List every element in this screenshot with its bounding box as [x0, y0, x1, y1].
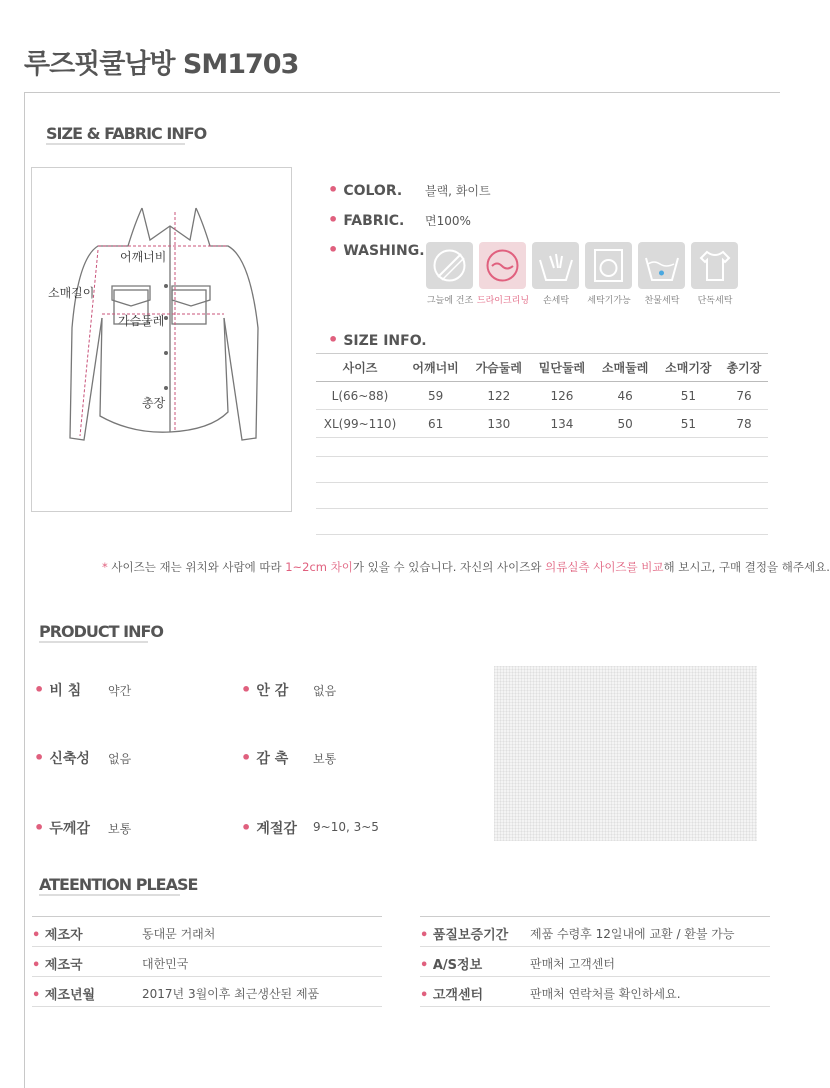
attention-label-text: 품질보증기간 [432, 928, 509, 943]
note-text-3: 해 보시고, 구매 결정을 해주세요. [663, 560, 830, 574]
attention-label: • 제조자 [32, 928, 83, 943]
color-row: • COLOR. [328, 180, 403, 199]
table-cell: 51 [657, 382, 720, 410]
product-attr: • 두께감 [34, 818, 90, 837]
attention-label: • A/S정보 [420, 958, 483, 973]
attention-label-text: 제조국 [44, 958, 83, 973]
page-title: 루즈핏쿨남방 SM1703 [24, 49, 299, 80]
attention-label-text: A/S정보 [432, 958, 483, 973]
fabric-texture-image [494, 666, 757, 841]
attention-value: 2017년 3월이후 최근생산된 제품 [142, 987, 320, 1001]
product-attr-label: 감 촉 [256, 751, 289, 767]
product-attr-value: 보통 [108, 822, 132, 836]
product-attr-value: 9~10, 3~5 [313, 820, 379, 834]
table-cell: 122 [467, 382, 530, 410]
table-cell: 76 [720, 382, 768, 410]
fabric-label: FABRIC. [343, 213, 405, 229]
wash-label-4: 세탁기가능 [587, 296, 631, 306]
size-info-label: SIZE INFO. [343, 333, 427, 349]
table-cell: XL(99~110) [316, 410, 404, 438]
empty-row-line [316, 508, 768, 509]
attention-label: • 고객센터 [420, 988, 484, 1003]
shade-dry-icon [426, 242, 473, 289]
attention-row [32, 917, 382, 947]
product-attr-value: 없음 [108, 752, 132, 766]
wash-label-1: 그늘에 건조 [426, 296, 474, 306]
note-highlight-1: 1~2cm 차이 [285, 560, 353, 574]
hand-wash-icon [532, 242, 579, 289]
table-row [316, 382, 768, 410]
product-attr-value: 약간 [108, 684, 132, 698]
product-attr-value: 없음 [313, 684, 337, 698]
frame-top-line [24, 92, 780, 93]
attention-label: • 제조국 [32, 958, 83, 973]
product-attr-label: 안 감 [256, 683, 289, 699]
table-cell: 134 [530, 410, 593, 438]
empty-row-line [316, 482, 768, 483]
machine-wash-icon [585, 242, 632, 289]
attention-value: 제품 수령후 12일내에 교환 / 환불 가능 [530, 927, 735, 941]
table-cell: 61 [404, 410, 467, 438]
attention-label-text: 고객센터 [432, 988, 484, 1003]
product-attr: • 감 촉 [241, 748, 289, 767]
fabric-row: • FABRIC. [328, 210, 405, 229]
attention-row [420, 977, 770, 1007]
product-attr-label: 계절감 [256, 821, 297, 837]
diagram-label-chest: 가슴둘레 [118, 314, 165, 328]
product-attr: • 계절감 [241, 818, 297, 837]
size-table [316, 353, 768, 438]
separate-wash-icon [691, 242, 738, 289]
size-header-cell: 밑단둘레 [530, 354, 593, 382]
heading-underline [39, 641, 148, 643]
size-info-row: • SIZE INFO. [328, 330, 427, 349]
table-cell: 130 [467, 410, 530, 438]
attention-value: 동대문 거래처 [142, 927, 216, 941]
color-value: 블랙, 화이트 [425, 184, 491, 198]
note-star: * [102, 560, 108, 574]
size-table-header [316, 354, 768, 382]
wash-label-2: 드라이크리닝 [476, 296, 530, 306]
heading-underline [39, 894, 180, 896]
table-cell: L(66~88) [316, 382, 404, 410]
note-text-1: 사이즈는 재는 위치와 사람에 따라 [107, 560, 286, 574]
fabric-value: 면100% [425, 214, 471, 228]
attention-row [32, 947, 382, 977]
washing-row: • WASHING. [328, 240, 425, 259]
diagram-label-length: 총장 [142, 396, 166, 410]
attention-row [32, 977, 382, 1007]
product-attr: • 비 침 [34, 680, 82, 699]
diagram-label-shoulder: 어깨너비 [120, 250, 167, 264]
washing-label: WASHING. [343, 243, 425, 259]
table-cell: 78 [720, 410, 768, 438]
attention-row [420, 917, 770, 947]
shirt-illustration [32, 168, 291, 511]
product-attr-label: 신축성 [49, 751, 90, 767]
product-attr: • 신축성 [34, 748, 90, 767]
shirt-diagram [31, 167, 292, 512]
attention-label-text: 제조자 [44, 928, 83, 943]
note-text-2: 가 있을 수 있습니다. 자신의 사이즈와 [352, 560, 546, 574]
attention-label: • 제조년월 [32, 988, 96, 1003]
table-cell: 51 [657, 410, 720, 438]
product-attr-label: 비 침 [49, 683, 82, 699]
attention-label-text: 제조년월 [44, 988, 96, 1003]
frame-left-line [24, 92, 25, 1088]
diagram-label-sleeve: 소매길이 [48, 286, 95, 300]
table-cell: 126 [530, 382, 593, 410]
wash-label-3: 손세탁 [542, 296, 570, 306]
table-cell: 59 [404, 382, 467, 410]
product-info-heading: PRODUCT INFO [39, 622, 164, 641]
dry-clean-icon [479, 242, 526, 289]
empty-row-line [316, 534, 768, 535]
wash-label-5: 찬물세탁 [644, 296, 680, 306]
product-attr-value: 보통 [313, 752, 337, 766]
attention-value: 대한민국 [142, 957, 189, 971]
attention-value: 판매처 연락처를 확인하세요. [530, 987, 681, 1001]
table-row [316, 410, 768, 438]
size-header-cell: 총기장 [720, 354, 768, 382]
size-header-cell: 어깨너비 [404, 354, 467, 382]
heading-underline [46, 143, 185, 145]
empty-row-line [316, 456, 768, 457]
product-attr: • 안 감 [241, 680, 289, 699]
attention-label: • 품질보증기간 [420, 928, 509, 943]
wash-label-6: 단독세탁 [697, 296, 733, 306]
table-cell: 46 [594, 382, 657, 410]
hot-water-wash-icon [638, 242, 685, 289]
size-header-cell: 사이즈 [316, 354, 404, 382]
table-cell: 50 [594, 410, 657, 438]
size-fabric-heading: SIZE & FABRIC INFO [46, 124, 207, 143]
size-header-cell: 가슴둘레 [467, 354, 530, 382]
note-highlight-2: 의류실측 사이즈를 비교 [545, 560, 664, 574]
color-label: COLOR. [343, 183, 403, 199]
size-note [102, 559, 830, 575]
attention-heading: ATEENTION PLEASE [39, 875, 198, 894]
product-attr-label: 두께감 [49, 821, 90, 837]
attention-value: 판매처 고객센터 [530, 957, 615, 971]
size-header-cell: 소매둘레 [594, 354, 657, 382]
size-header-cell: 소매기장 [657, 354, 720, 382]
attention-row [420, 947, 770, 977]
